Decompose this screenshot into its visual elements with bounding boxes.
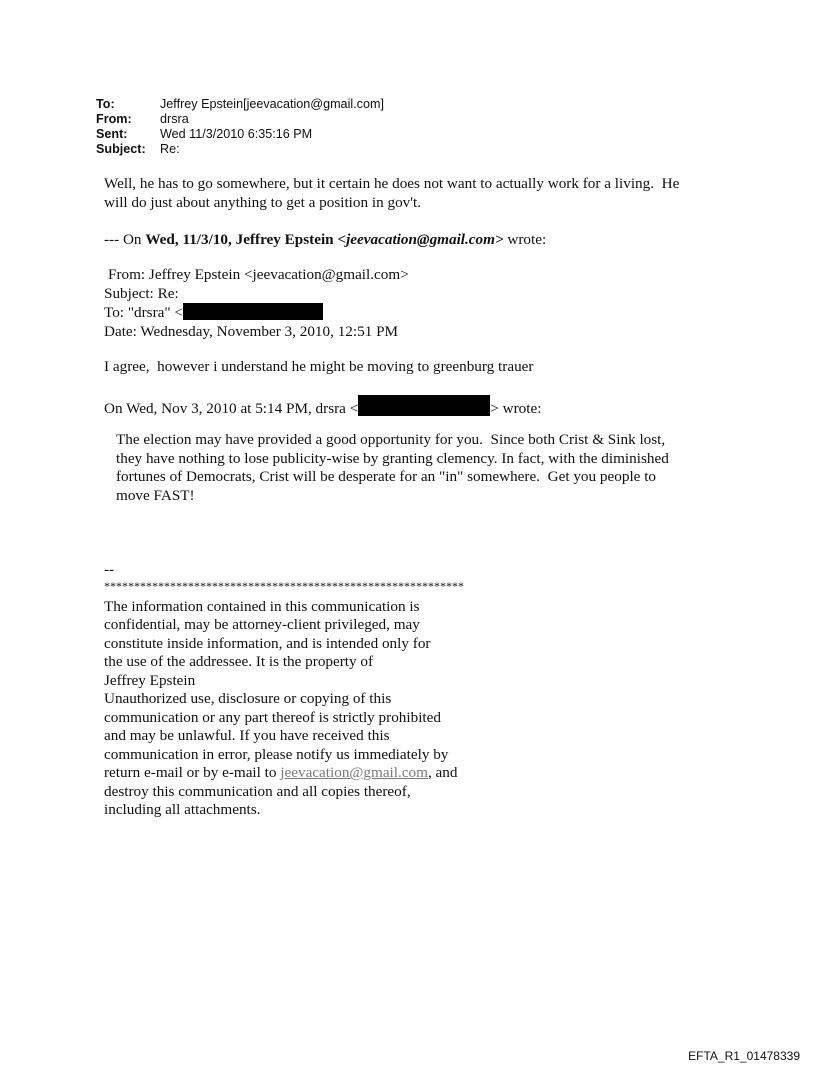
- disclaimer-line: and may be unlawful. If you have received this: [104, 727, 390, 744]
- disclaimer-line: the use of the addressee. It is the property of: [104, 653, 374, 670]
- disclaimer-line: communication or any part thereof is strictly prohibited: [104, 708, 441, 726]
- quoted-from: From: Jeffrey Epstein <jeevacation@gmail.com>: [108, 266, 409, 283]
- reply-line: will do just about anything to get a position in gov't.: [104, 193, 422, 211]
- to-label: To:: [96, 97, 115, 111]
- quote-intro-suffix: wrote:: [503, 231, 547, 248]
- nested-intro-suffix: > wrote:: [490, 400, 542, 417]
- quoted-to: [104, 303, 409, 323]
- subject-label: Subject:: [96, 142, 146, 156]
- redaction-box: [358, 395, 490, 416]
- signature: [104, 561, 464, 820]
- quoted-message: I agree, however i understand he might be moving to greenburg trauer: [104, 358, 534, 375]
- quote-intro: [104, 231, 546, 250]
- quoted-header: [104, 266, 409, 341]
- quote-intro-date-name: Wed, 11/3/10, Jeffrey Epstein: [145, 231, 338, 248]
- to-value: Jeffrey Epstein[jeevacation@gmail.com]: [160, 97, 384, 111]
- document-id: EFTA_R1_01478339: [688, 1049, 800, 1063]
- sent-label: Sent:: [96, 127, 128, 141]
- quote-intro-prefix: --- On: [104, 231, 146, 248]
- quote-intro-email: <jeevacation@gmail.com>: [337, 231, 504, 248]
- disclaimer-line: communication in error, please notify us immediately by: [104, 745, 449, 763]
- disclaimer-line: confidential, may be attorney-client privileged, may: [104, 616, 420, 633]
- nested-line: move FAST!: [116, 486, 195, 504]
- nested-line: The election may have provided a good opportunity for you. Since both Crist & Sink lost,: [116, 431, 666, 448]
- reply-line: Well, he has to go somewhere, but it certain he does not want to actually work for a living. He: [104, 175, 680, 192]
- signature-stars: ************************************************************: [104, 578, 464, 593]
- quoted-date: Date: Wednesday, November 3, 2010, 12:51 PM: [104, 322, 399, 340]
- return-suffix: , and: [427, 764, 458, 781]
- nested-intro: [104, 395, 541, 419]
- nested-line: they have nothing to lose publicity-wise by granting clemency. In fact, with the diminished: [116, 449, 669, 467]
- reply-body: [104, 175, 679, 212]
- disclaimer-line: constitute inside information, and is intended only for: [104, 634, 431, 652]
- sent-value: Wed 11/3/2010 6:35:16 PM: [160, 127, 313, 141]
- disclaimer-line: The information contained in this communication is: [104, 597, 420, 615]
- disclaimer-line: Unauthorized use, disclosure or copying of this: [104, 690, 392, 707]
- nested-intro-prefix: On Wed, Nov 3, 2010 at 5:14 PM, drsra <: [104, 400, 359, 417]
- from-label: From:: [96, 112, 132, 126]
- disclaimer-line: destroy this communication and all copies thereof,: [104, 782, 411, 800]
- email-link[interactable]: jeevacation@gmail.com: [280, 764, 428, 781]
- disclaimer-line: including all attachments.: [104, 801, 261, 818]
- disclaimer-return-line: [104, 764, 464, 783]
- from-value: drsra: [160, 112, 189, 126]
- signature-dashes: --: [104, 561, 115, 578]
- disclaimer-line: Jeffrey Epstein: [104, 671, 196, 689]
- return-prefix: return e-mail or by e-mail to: [104, 764, 281, 781]
- subject-value: Re:: [160, 142, 180, 156]
- nested-line: fortunes of Democrats, Crist will be desperate for an "in" somewhere. Get you people to: [116, 468, 657, 485]
- redaction-box: [183, 303, 323, 320]
- quoted-subject: Subject: Re:: [104, 284, 179, 302]
- nested-message: [116, 431, 669, 505]
- quoted-to-prefix: To: "drsra" <: [104, 304, 183, 321]
